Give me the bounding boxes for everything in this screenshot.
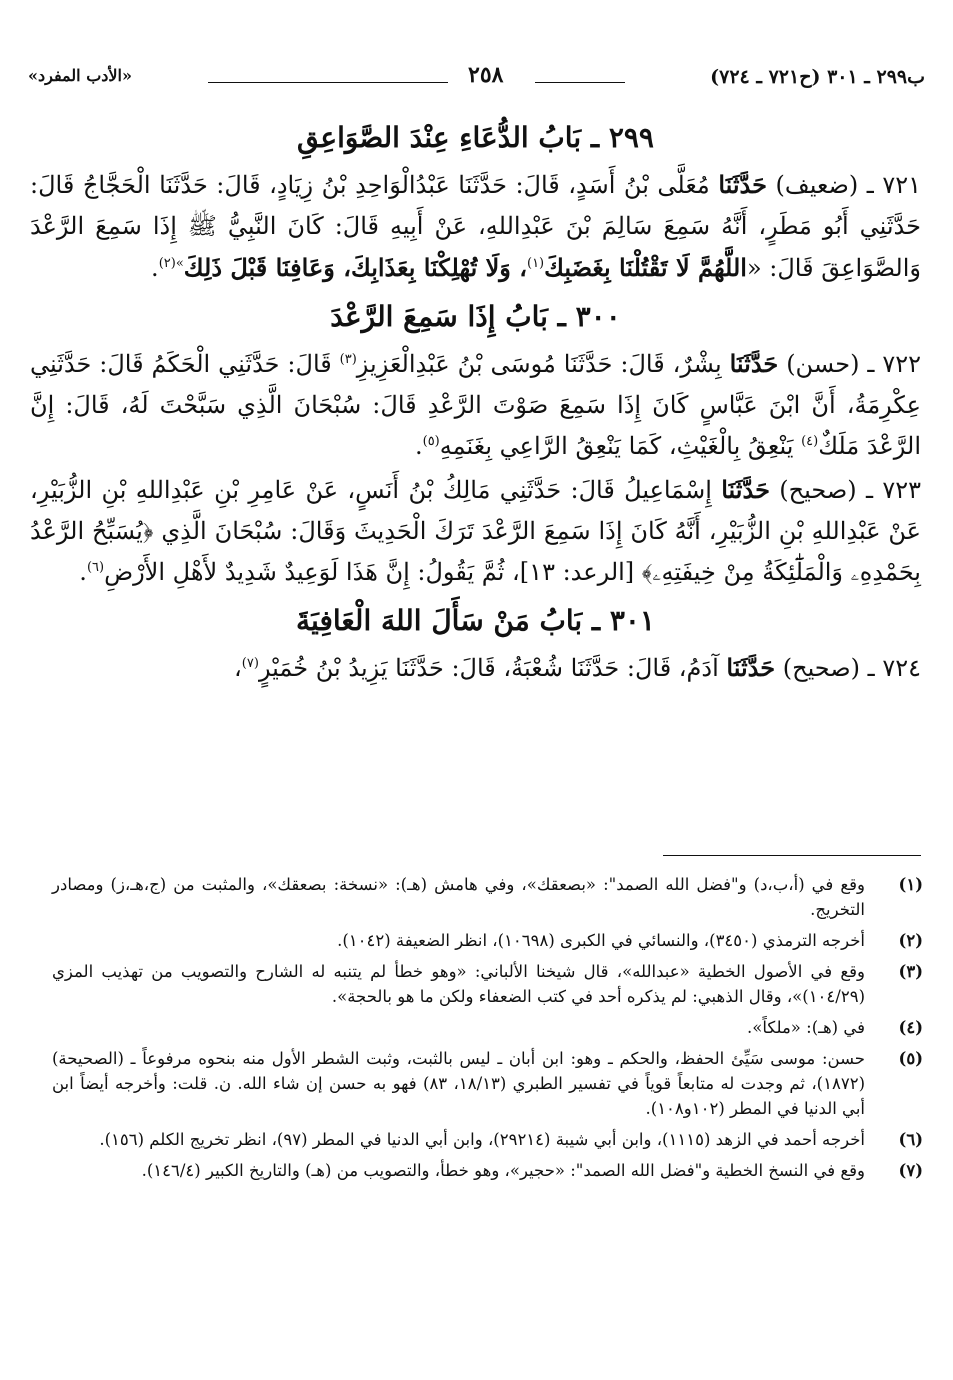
hadith-text: ، وَلَا تُهْلِكْنَا بِعَذَابِكَ، وَعَافِنَا قَبْلَ ذَلِكَ <box>183 253 527 282</box>
hadith-text: حَدَّثَنَا <box>729 349 779 378</box>
footnote-number: (١) <box>898 875 923 894</box>
chapter-title: ٢٩٩ ـ بَابُ الدُّعَاءِ عِنْدَ الصَّوَاعِقِ <box>297 121 654 154</box>
hadith-text: ٧٢٢ ـ (حسن) <box>778 350 921 378</box>
footnote-text: وقع في الأصول الخطية «عبدالله»، قال شيخنا الألباني: «وهو خطأ لم يتنبه له الشارح والتصويب من تهذيب المزي (١٠٤/٢٩)»، وقال الذهبي: لم يذكره أحد في كتب الضعفاء ولكن ما هو بالحجة». <box>52 962 865 1006</box>
footnote-text: حسن: موسى سَيِّئ الحفظ، والحكم ـ وهو: ابن أبان ـ ليس بالثبت، وثبت الشطر الأول منه بنحوه مرفوعاً ـ (الصحيحة) (١٨٧٢)، ثم وجدت له متابعاً قوياً في تفسير الطبري (١٨/١٣، ٨٣) فهو به حسن إن شاء الله. ن. قلت: وأخرجه أيضاً ابن أبي الدنيا في المطر (١٠٢و١٠٨). <box>52 1049 865 1118</box>
header-rule <box>208 82 448 83</box>
hadith-text: يَنْعِقُ بِالْغَيْثِ، كَمَا يَنْعِقُ الرَّاعِي بِغَنَمِهِ <box>439 432 802 460</box>
hadith-text: آدَمُ، قَالَ: حَدَّثَنَا شُعْبَةُ، قَالَ: حَدَّثَنَا يَزِيدُ بْنُ خُمَيْرٍ <box>258 654 727 682</box>
page-number: ٢٥٨ <box>468 62 504 88</box>
hadith-text: بِشْرٌ، قَالَ: حَدَّثَنَا مُوسَى بْنُ عَبْدِالْعَزِيزِ <box>356 350 730 378</box>
footnote-number: (٦) <box>898 1130 923 1149</box>
hadith-text: إِسْمَاعِيلُ قَالَ: حَدَّثَنِي مَالِكُ بْنُ أَنَسٍ، عَنْ عَامِرِ بْنِ عَبْدِاللهِ بْنِ الزُّبَيْرِ، عَنْ عَبْدِاللهِ بْنِ الزُّبَيْرِ، أَنَّهُ كَانَ إِذَا سَمِعَ الرَّعْدَ تَرَكَ الْحَدِيثَ وَقَالَ: سُبْحَانَ الَّذِي ﴿يُسَبِّحُ الرَّعْدُ بِحَمْدِهِۦ وَالْمَلَٰٓئِكَةُ مِنْ خِيفَتِهِۦ﴾ [الرعد: ١٣]، ثُمَّ يَقُولُ: إِنَّ هَذَا لَوَعِيدٌ شَدِيدٌ لأَهْلِ الأَرْضِ <box>30 476 921 586</box>
hadith-paragraph <box>30 469 921 593</box>
footnote-ref: (٤) <box>801 434 819 449</box>
footnote <box>52 959 923 1009</box>
footnote-text: أخرجه الترمذي (٣٤٥٠)، والنسائي في الكبرى (١٠٦٩٨)، انظر الضعيفة (١٠٤٢). <box>337 931 865 950</box>
footnote-ref: (١) <box>526 256 545 271</box>
footnote-text: وقع في (أ،ب،د) و"فضل الله الصمد": «بصعقك»، وفي هامش (هـ): «نسخة: بصعقك»، والمثبت من (ج،هـ،ز) ومصادر التخريج. <box>52 875 865 919</box>
hadith-text: . <box>151 254 159 282</box>
footnote-separator <box>663 855 921 856</box>
footnote-ref: (٣) <box>339 352 357 367</box>
main-text <box>30 110 921 689</box>
hadith-text: ٧٢٣ ـ (صحيح) <box>769 476 921 504</box>
header-rule <box>535 82 625 83</box>
footnotes <box>52 872 923 1189</box>
footnote-ref: »(٢) <box>158 256 184 271</box>
chapter-title: ٣٠١ ـ بَابُ مَنْ سَأَلَ اللهَ الْعَافِيَةَ <box>296 604 655 637</box>
hadith-text: . <box>414 432 423 460</box>
hadith-text: حَدَّثَنَا <box>726 653 776 682</box>
footnote-ref: (٥) <box>422 434 440 449</box>
hadith-paragraph <box>30 164 921 289</box>
hadith-text: اللَّهُمَّ لَا تَقْتُلْنَا بِغَضَبِكَ <box>544 253 747 282</box>
footnote-number: (٧) <box>898 1161 923 1180</box>
footnote <box>52 1015 923 1040</box>
hadith-text: مُعَلَّى بْنُ أَسَدٍ، قَالَ: حَدَّثَنَا عَبْدُالْوَاحِدِ بْنُ زِيَادٍ، قَالَ: حَدَّثَنَا الْحَجَّاجُ قَالَ: حَدَّثَنِي أَبُو مَطَرٍ، أَنَّهُ سَمِعَ سَالِمَ بْنَ عَبْدِاللهِ، عَنْ أَبِيهِ قَالَ: كَانَ النَّبِيُّ ﷺ إِذَا سَمِعَ الرَّعْدَ وَالصَّوَاعِقَ قَالَ: « <box>30 171 921 282</box>
hadith-paragraph <box>30 647 921 689</box>
footnote-number: (٥) <box>898 1049 923 1068</box>
footnote <box>52 1127 923 1152</box>
footnote-text: أخرجه أحمد في الزهد (١١١٥)، وابن أبي شيبة (٢٩٢١٤)، وابن أبي الدنيا في المطر (٩٧)، انظر تخريج الكلم (١٥٦). <box>99 1130 865 1149</box>
hadith-text: حَدَّثَنَا <box>721 475 770 504</box>
hadith-text: ، <box>234 654 242 682</box>
running-header <box>28 62 925 96</box>
footnote <box>52 928 923 953</box>
footnote-number: (٢) <box>898 931 923 950</box>
footnote-number: (٤) <box>898 1018 923 1037</box>
footnote-text: وقع في النسخ الخطية و"فضل الله الصمد": «حجير»، وهو خطأ، والتصويب من (هـ) والتاريخ الكبير (١٤٦/٤). <box>141 1161 865 1180</box>
hadith-text: ٧٢٤ ـ (صحيح) <box>775 654 921 682</box>
footnote-ref: (٦) <box>86 560 105 575</box>
book-title: «الأدب المفرد» <box>28 66 132 85</box>
hadith-text: . <box>79 558 87 586</box>
footnote-number: (٣) <box>898 962 923 981</box>
section-range: ب٢٩٩ ـ ٣٠١ (ح٧٢١ ـ ٧٢٤) <box>710 66 925 88</box>
footnote-ref: (٧) <box>241 656 259 671</box>
hadith-text: حَدَّثَنَا <box>718 170 767 199</box>
hadith-text: ٧٢١ ـ (ضعيف) <box>766 171 922 199</box>
hadith-paragraph <box>30 343 921 467</box>
chapter-title: ٣٠٠ ـ بَابُ إِذَا سَمِعَ الرَّعْدَ <box>330 300 621 333</box>
footnote <box>52 1046 923 1121</box>
hadith-text: قَالَ: حَدَّثَنِي الْحَكَمُ قَالَ: حَدَّثَنِي عِكْرِمَةُ، أَنَّ ابْنَ عَبَّاسٍ كَانَ إِذَا سَمِعَ صَوْتَ الرَّعْدِ قَالَ: سُبْحَانَ الَّذِي سَبَّحْتَ لَهُ، قَالَ: إِنَّ الرَّعْدَ مَلَكٌ <box>30 350 921 460</box>
footnote <box>52 1158 923 1183</box>
footnote-text: في (هـ): «ملكاً». <box>747 1018 865 1037</box>
footnote <box>52 872 923 922</box>
